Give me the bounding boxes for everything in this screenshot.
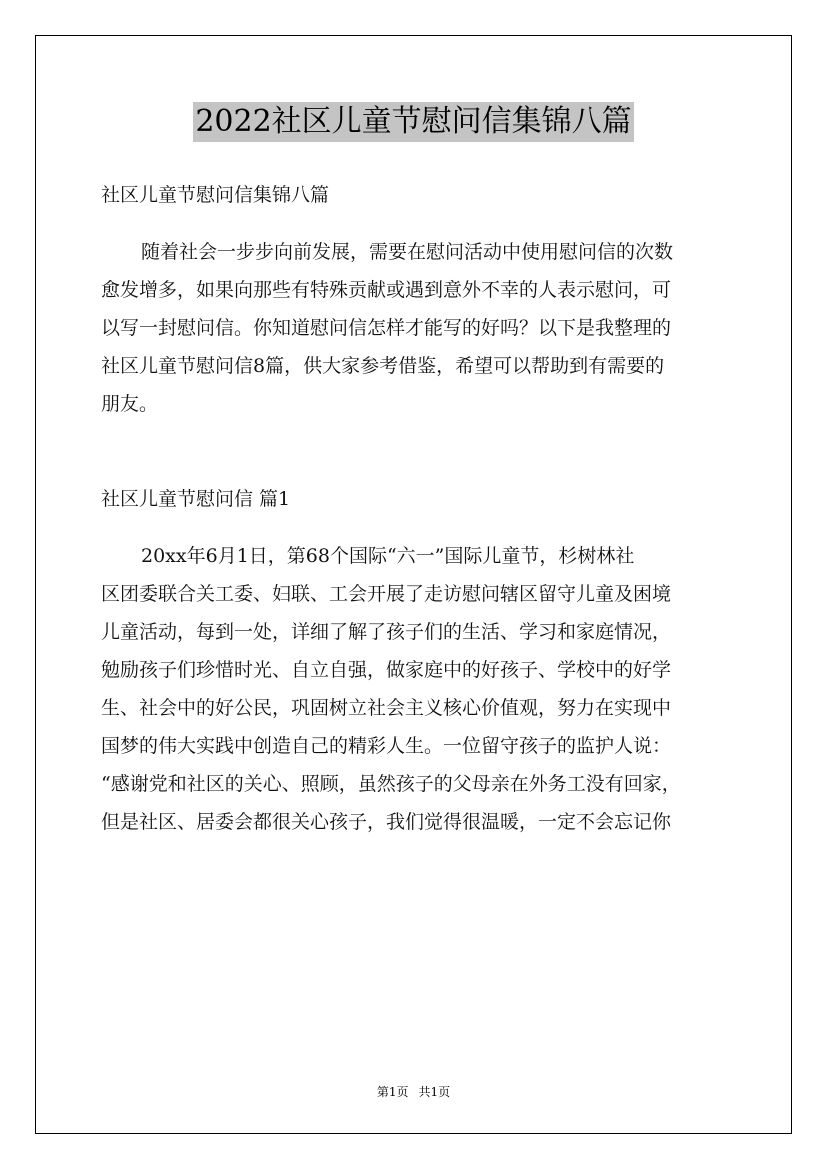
document-body — [101, 176, 731, 841]
section-heading: 社区儿童节慰问信 篇1 — [101, 488, 291, 510]
section-line-5: 生、社会中的好公民，巩固树立社会主义核心价值观，努力在实现中 — [101, 697, 672, 719]
subtitle: 社区儿童节慰问信集锦八篇 — [101, 184, 330, 206]
section-line-8: 但是社区、居委会都很关心孩子，我们觉得很温暖，一定不会忘记你 — [101, 811, 672, 833]
document-title: 2022社区儿童节慰问信集锦八篇 — [193, 102, 633, 142]
page-total: 共1页 — [418, 1085, 451, 1099]
section-line-4: 勉励孩子们珍惜时光、自立自强，做家庭中的好孩子、学校中的好学 — [101, 659, 672, 681]
intro-line-2: 愈发增多，如果向那些有特殊贡献或遇到意外不幸的人表示慰问，可 — [101, 279, 672, 301]
document-title-wrap — [0, 102, 827, 142]
section-line-2: 区团委联合关工委、妇联、工会开展了走访慰问辖区留守儿童及困境 — [101, 583, 672, 605]
section-line-3: 儿童活动，每到一处，详细了解了孩子们的生活、学习和家庭情况， — [101, 621, 672, 643]
section-line-6: 国梦的伟大实践中创造自己的精彩人生。一位留守孩子的监护人说： — [101, 735, 672, 757]
section-line-7: “感谢党和社区的关心、照顾，虽然孩子的父母亲在外务工没有回家， — [101, 773, 681, 795]
section-line-1: 20xx年6月1日，第68个国际“六一”国际儿童节，杉树林社 — [141, 545, 635, 567]
intro-line-4: 社区儿童节慰问信8篇，供大家参考借鉴，希望可以帮助到有需要的 — [101, 355, 665, 377]
intro-line-1: 随着社会一步步向前发展，需要在慰问活动中使用慰问信的次数 — [141, 241, 674, 263]
intro-line-5: 朋友。 — [101, 393, 159, 415]
page-footer — [0, 1083, 827, 1100]
page-number: 第1页 — [376, 1085, 409, 1099]
intro-line-3: 以写一封慰问信。你知道慰问信怎样才能写的好吗？以下是我整理的 — [101, 317, 672, 339]
